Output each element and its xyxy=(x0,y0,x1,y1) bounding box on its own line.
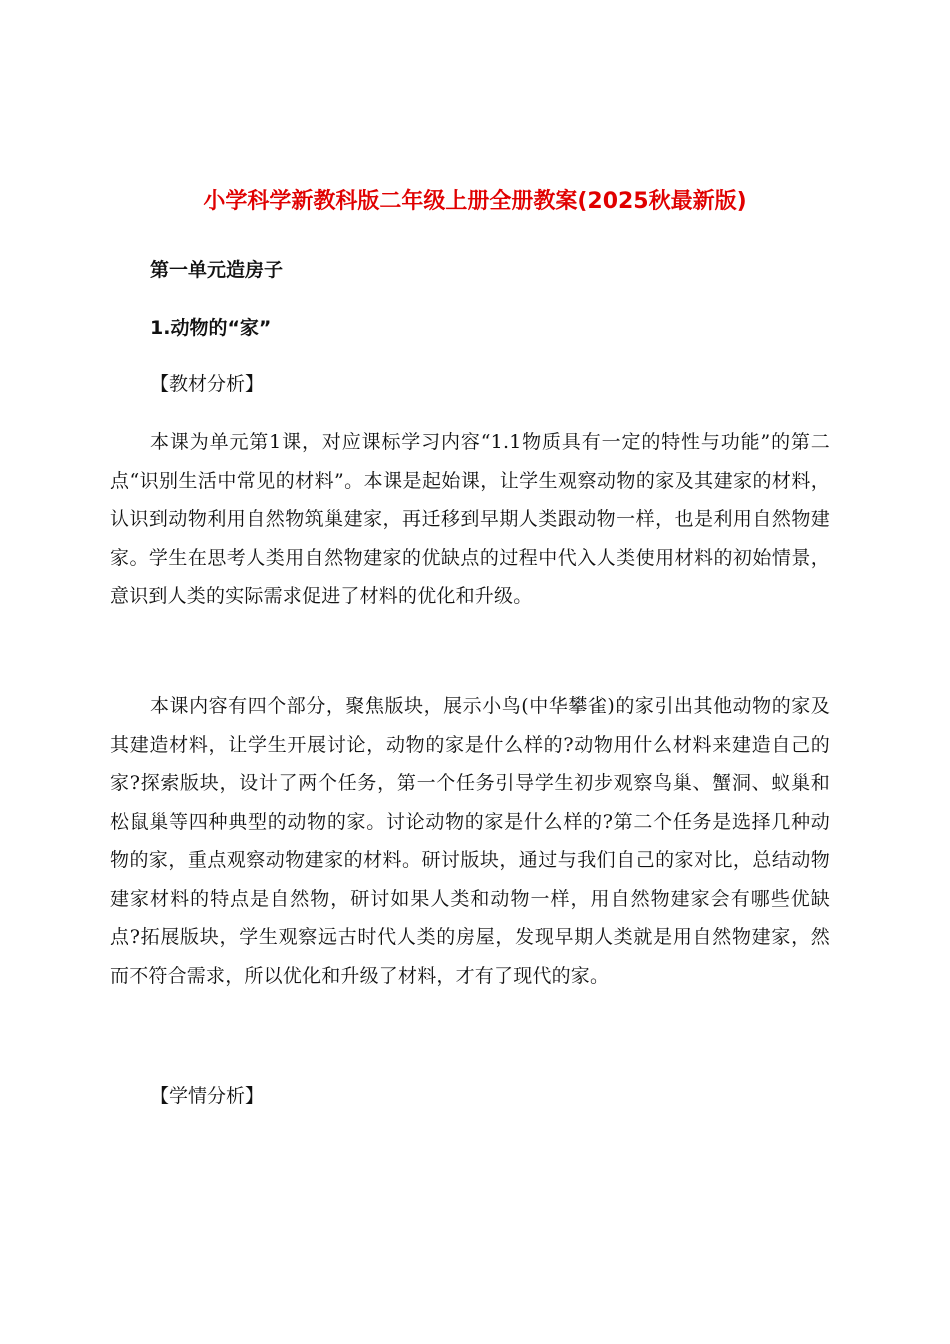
section-heading-textbook-analysis: 【教材分析】 xyxy=(150,373,265,395)
lesson-heading: 1.动物的“家” xyxy=(150,317,272,339)
unit-heading: 第一单元造房子 xyxy=(150,259,284,281)
paragraph-textbook-analysis-2: 本课内容有四个部分，聚焦版块，展示小鸟(中华攀雀)的家引出其他动物的家及其建造材料，让学生开展讨论，动物的家是什么样的?动物用什么材料来建造自己的家?探索版块，设计了两个任务，第一个任务引导学生初步观察鸟巢、蟹洞、蚁巢和松鼠巢等四种典型的动物的家。讨论动物的家是什么样的?第二个任务是选择几种动物的家，重点观察动物建家的材料。研讨版块，通过与我们自己的家对比，总结动物建家材料的特点是自然物，研讨如果人类和动物一样，用自然物建家会有哪些优缺点?拓展版块，学生观察远古时代人类的房屋，发现早期人类就是用自然物建家，然而不符合需求，所以优化和升级了材料，才有了现代的家。 xyxy=(110,695,830,987)
document-title: 小学科学新教科版二年级上册全册教案(2025秋最新版) xyxy=(203,189,747,214)
paragraph-textbook-analysis-1: 本课为单元第1课，对应课标学习内容“1.1物质具有一定的特性与功能”的第二点“识别生活中常见的材料”。本课是起始课，让学生观察动物的家及其建家的材料，认识到动物利用自然物筑巢建家，再迁移到早期人类跟动物一样，也是利用自然物建家。学生在思考人类用自然物建家的优缺点的过程中代入人类使用材料的初始情景，意识到人类的实际需求促进了材料的优化和升级。 xyxy=(110,431,830,607)
section-heading-student-analysis: 【学情分析】 xyxy=(150,1085,265,1107)
